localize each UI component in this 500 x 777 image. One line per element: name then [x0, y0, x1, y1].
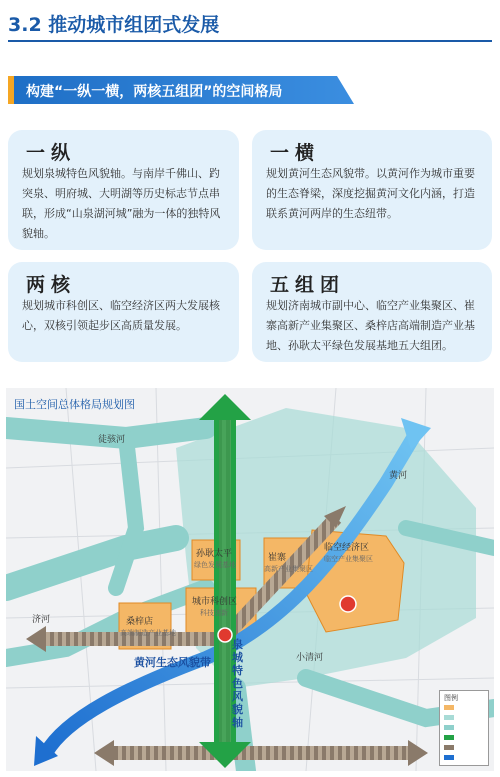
map-title: 国土空间总体格局规划图	[14, 398, 135, 411]
legend-swatch-corridor	[444, 725, 454, 730]
map-graphic	[6, 388, 494, 771]
label-tech: 城市科创区	[192, 597, 238, 607]
card-text: 规划黄河生态风貌带。以黄河作为城市重要的生态脊梁，深度挖掘黄河文化内涵，打造联系黄河两岸的生态纽带。	[266, 167, 475, 220]
label-airport: 临空经济区	[324, 543, 370, 553]
card-lianghe	[8, 262, 239, 362]
card-yiheng	[252, 130, 492, 250]
section-banner	[8, 76, 358, 104]
label-xiaoqinghe: 小清河	[296, 653, 324, 663]
page-header	[0, 0, 500, 50]
label-huanghe: 黄河	[389, 471, 408, 481]
card-title: 两核	[26, 274, 77, 296]
card-text: 规划泉城特色风貌轴。与南岸千佛山、趵突泉、明府城、大明湖等历史标志节点串联，形成“山泉湖河城”融为一体的独特风貌轴。	[22, 167, 221, 240]
banner-title: 构建“一纵一横，两核五组团”的空间格局	[26, 84, 283, 100]
section-title: 3.2 推动城市组团式发展	[8, 14, 220, 36]
label-quancheng-axis: 泉城特色风貌轴	[232, 638, 243, 729]
card-title: 一横	[270, 142, 321, 164]
card-title: 一纵	[26, 142, 77, 164]
card-yizong	[8, 130, 239, 250]
banner-accent	[8, 76, 14, 104]
header-divider	[8, 40, 492, 42]
map-legend	[439, 690, 489, 766]
label-cuizhai: 崔寨	[268, 553, 287, 563]
horizontal-axis-lower	[111, 746, 411, 760]
legend-swatch-development	[444, 715, 454, 720]
label-jihe: 济河	[32, 615, 51, 625]
label-sangzi: 桑梓店	[126, 617, 154, 627]
card-title: 五组团	[270, 274, 346, 296]
label-ecobelt: 黄河生态风貌带	[134, 656, 211, 669]
legend-swatch-zone	[444, 705, 454, 710]
legend-swatch-horizontal	[444, 745, 454, 750]
label-airport-sub: 临空产业集聚区	[324, 555, 373, 563]
legend-swatch-vertical	[444, 735, 454, 740]
airport-node	[340, 596, 356, 612]
legend-title: 图例	[444, 694, 458, 702]
label-tuhai: 徒骇河	[98, 435, 126, 445]
card-text: 规划城市科创区、临空经济区两大发展核心，双核引领起步区高质量发展。	[22, 299, 220, 332]
label-sungeng: 孙耿太平	[196, 549, 233, 559]
legend-swatch-river	[444, 755, 454, 760]
label-sungeng-sub: 绿色发展基地	[194, 561, 236, 569]
planning-map	[6, 388, 494, 771]
card-text: 规划济南城市副中心、临空产业集聚区、崔寨高新产业集聚区、桑梓店高端制造产业基地、孙耿太平绿色发展基地五大组团。	[266, 299, 475, 352]
label-sangzi-sub: 高端制造产业基地	[120, 629, 176, 637]
label-tech-sub: 科技创新	[200, 609, 228, 617]
core-node	[218, 628, 232, 642]
card-wuzutuan	[252, 262, 492, 362]
label-cuizhai-sub: 高新产业集聚区	[264, 565, 313, 573]
